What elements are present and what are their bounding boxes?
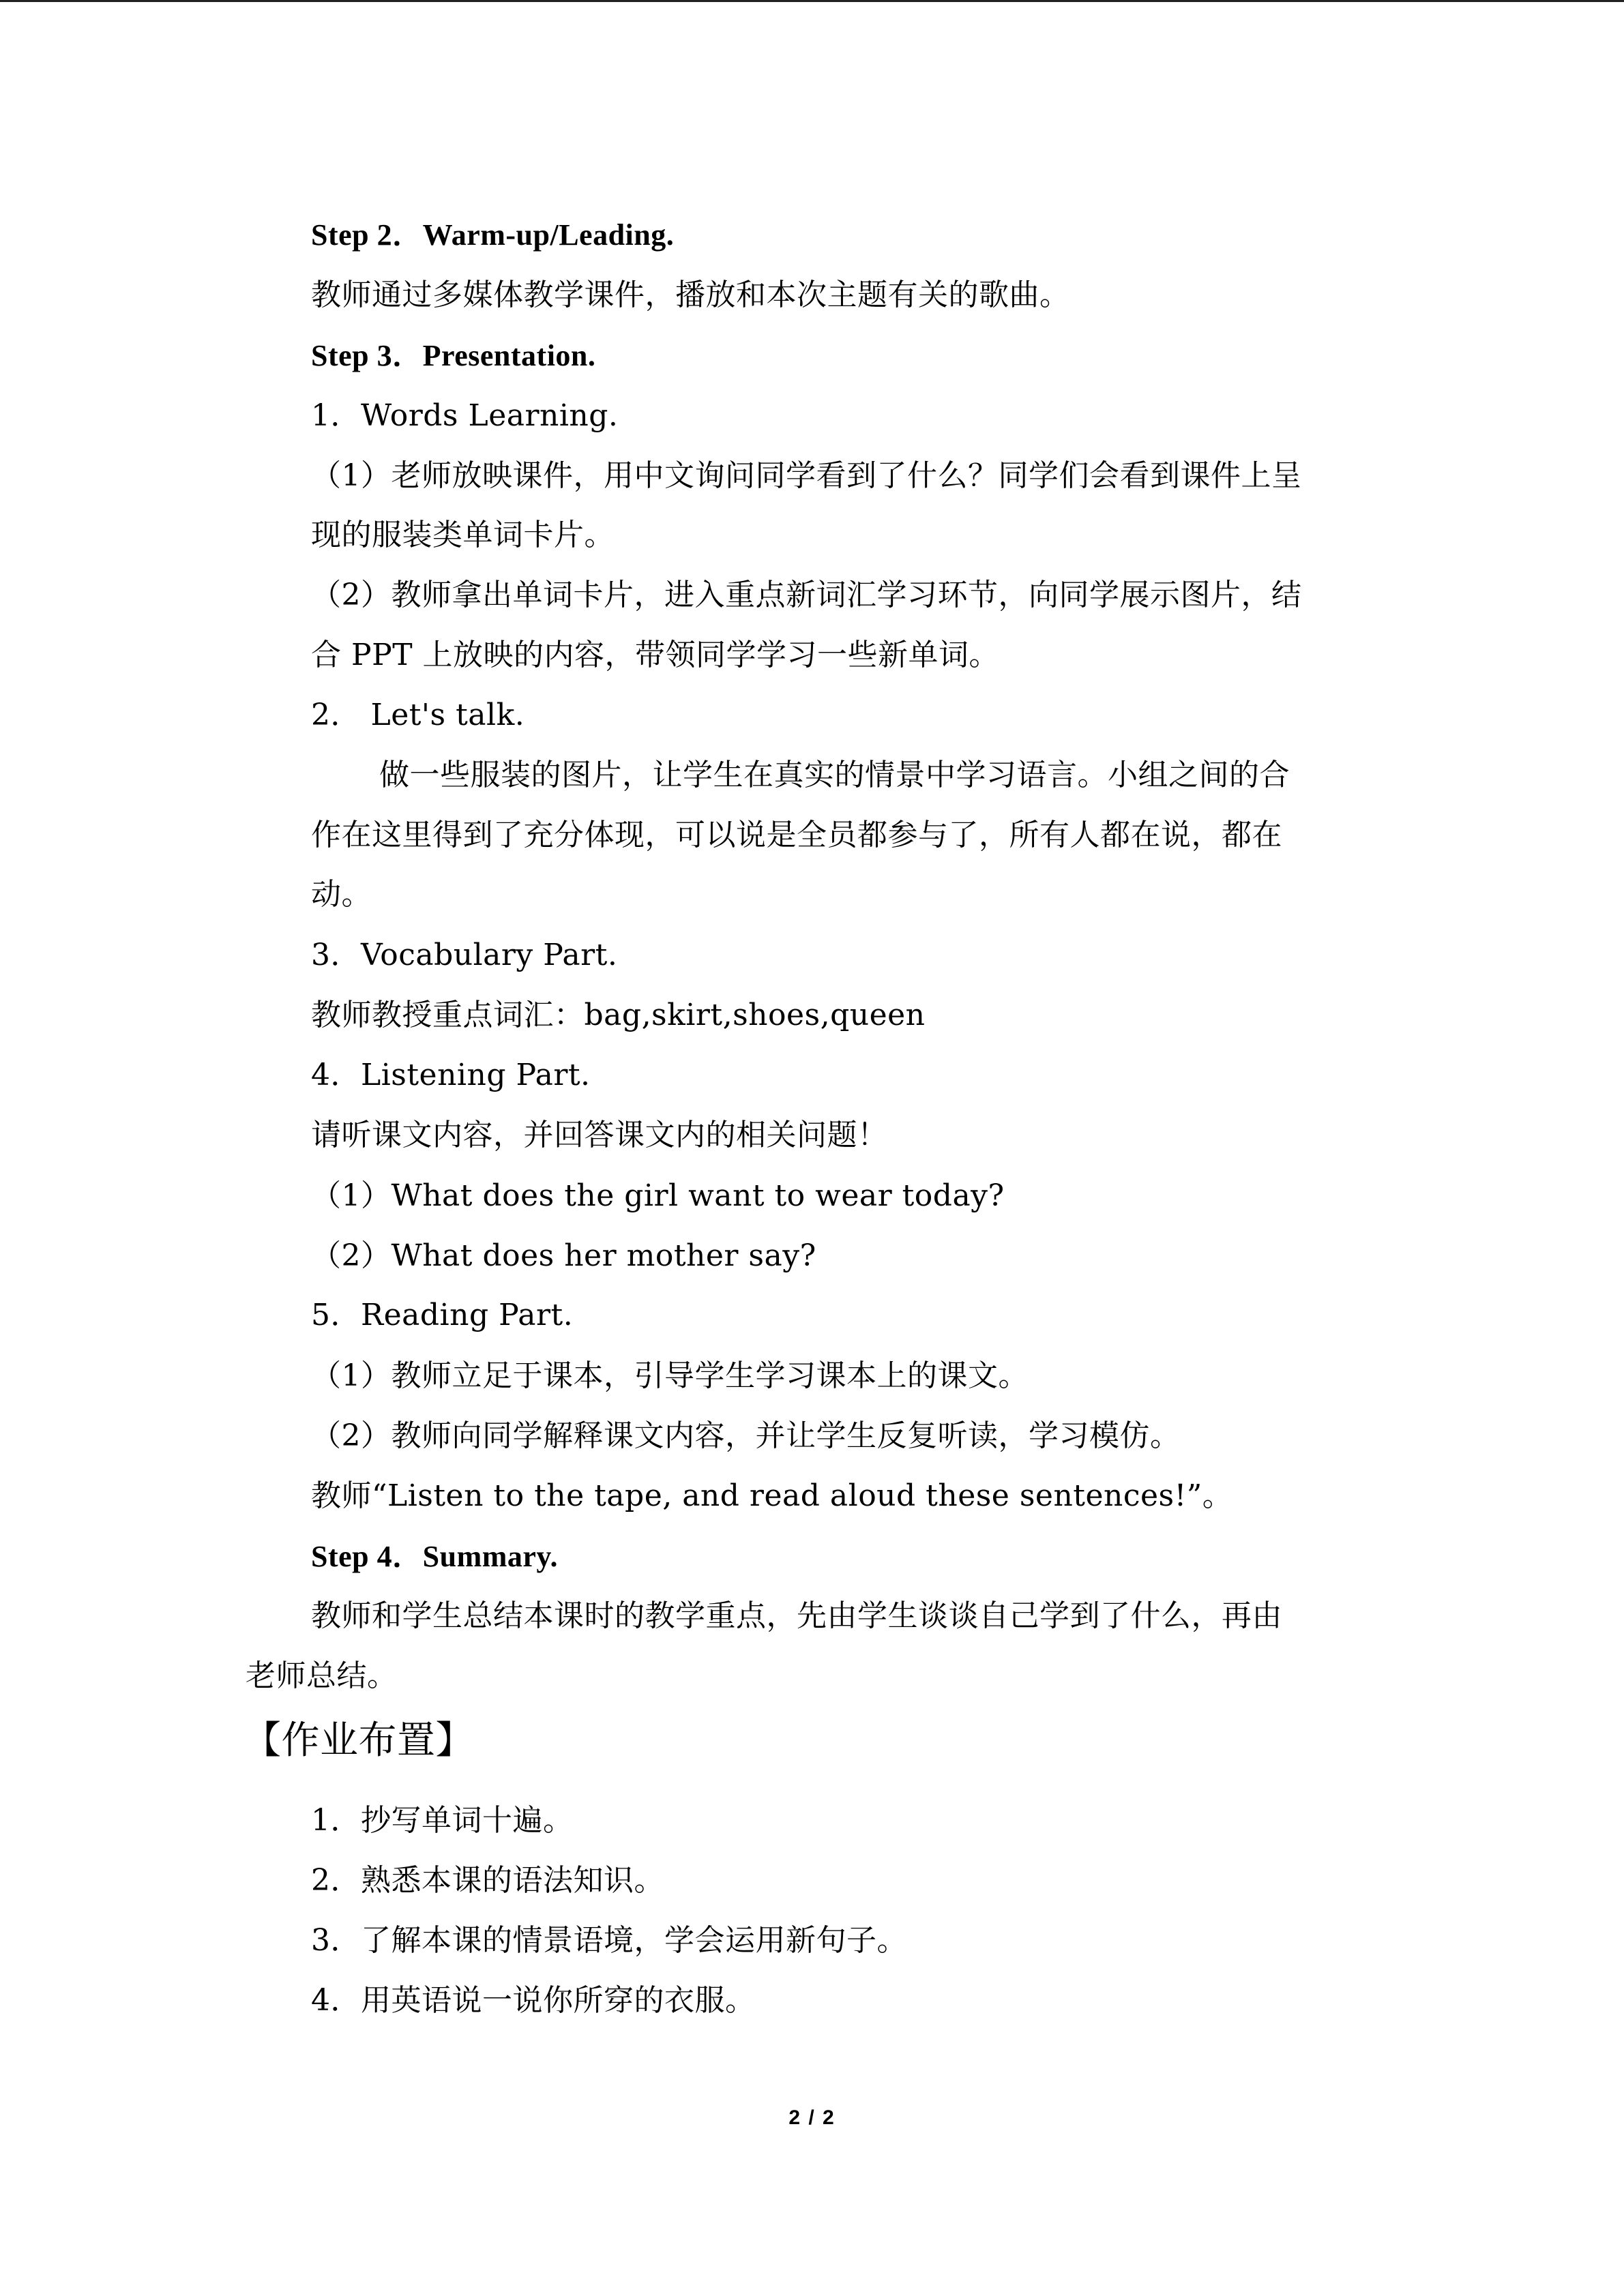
listening-question-1: （1）What does the girl want to wear today?: [311, 1178, 1005, 1213]
homework-item-2: 2．熟悉本课的语法知识。: [311, 1863, 664, 1898]
listening-question-2: （2）What does her mother say?: [311, 1238, 816, 1273]
listening-heading: 4．Listening Part.: [311, 1058, 591, 1092]
vocabulary-words: 教师教授重点词汇：bag,skirt,shoes,queen: [311, 998, 926, 1032]
lets-talk-para-line-1: 做一些服装的图片，让学生在真实的情景中学习语言。小组之间的合: [379, 758, 1290, 792]
homework-title: 【作业布置】: [243, 1718, 474, 1763]
words-learning-item-1-line-2: 现的服装类单词卡片。: [311, 518, 615, 552]
step-2-heading: Step 2．Warm-up/Leading.: [311, 218, 675, 252]
page-number: 2 / 2: [788, 2106, 836, 2129]
summary-line-2: 老师总结。: [246, 1658, 398, 1693]
words-learning-item-2-line-1: （2）教师拿出单词卡片，进入重点新词汇学习环节，向同学展示图片，结: [311, 578, 1302, 612]
lets-talk-heading: 2． Let's talk.: [311, 698, 525, 732]
step-3-heading: Step 3．Presentation.: [311, 339, 596, 372]
step-4-heading: Step 4．Summary.: [311, 1540, 558, 1573]
listening-instruction: 请听课文内容，并回答课文内的相关问题！: [311, 1118, 888, 1152]
words-learning-heading: 1．Words Learning.: [311, 398, 619, 433]
reading-item-2: （2）教师向同学解释课文内容，并让学生反复听读，学习模仿。: [311, 1418, 1181, 1453]
summary-line-1: 教师和学生总结本课时的教学重点，先由学生谈谈自己学到了什么，再由: [311, 1598, 1282, 1633]
reading-item-1: （1）教师立足于课本，引导学生学习课本上的课文。: [311, 1358, 1029, 1393]
words-learning-item-1-line-1: （1）老师放映课件，用中文询问同学看到了什么？同学们会看到课件上呈: [311, 458, 1302, 493]
lets-talk-para-line-2: 作在这里得到了充分体现，可以说是全员都参与了，所有人都在说，都在: [311, 818, 1282, 852]
lets-talk-para-line-3: 动。: [311, 877, 372, 912]
reading-teacher-quote: 教师“Listen to the tape, and read aloud these sentences!”。: [311, 1478, 1233, 1513]
words-learning-item-2-line-2: 合 PPT 上放映的内容，带领同学学习一些新单词。: [311, 638, 1000, 672]
homework-item-3: 3．了解本课的情景语境，学会运用新句子。: [311, 1923, 907, 1958]
warmup-text: 教师通过多媒体教学课件，播放和本次主题有关的歌曲。: [311, 278, 1070, 312]
vocabulary-heading: 3．Vocabulary Part.: [311, 938, 618, 972]
page-top-border: [0, 0, 1624, 2]
homework-item-1: 1．抄写单词十遍。: [311, 1803, 574, 1838]
reading-heading: 5．Reading Part.: [311, 1298, 574, 1332]
homework-item-4: 4．用英语说一说你所穿的衣服。: [311, 1983, 756, 2018]
